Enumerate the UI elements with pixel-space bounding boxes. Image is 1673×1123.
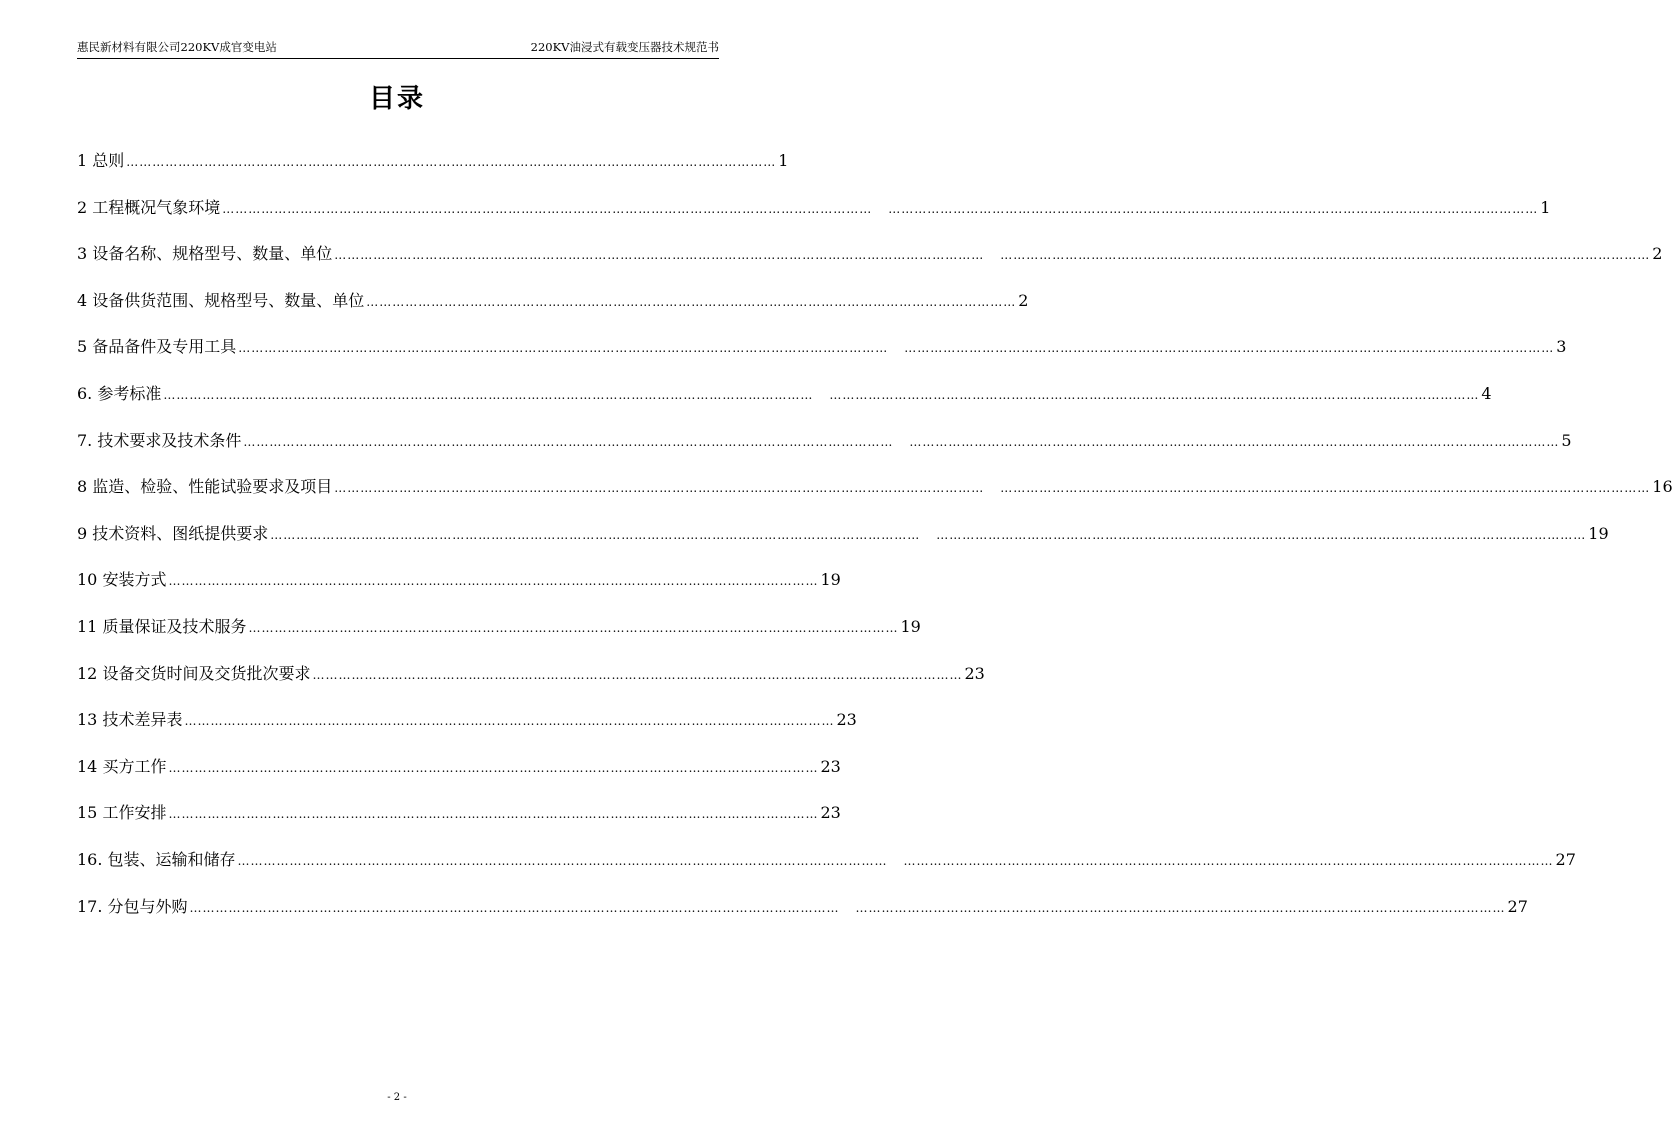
toc-entry[interactable] — [77, 288, 1029, 335]
toc-entry-label: 2 工程概况气象环境 — [77, 197, 221, 217]
toc-entry-page-number: 23 — [820, 756, 841, 776]
toc-leader-dots: …………………………………………………………………………………………………………………………………… — [222, 201, 873, 216]
toc-leader-dots: …………………………………………………………………………………………………………………………………… — [829, 387, 1480, 402]
toc-leader-dots: …………………………………………………………………………………………………………………………………… — [334, 481, 985, 496]
toc-entry[interactable] — [77, 707, 857, 754]
header-company: 惠民新材料有限公司220KV成官变电站 — [77, 40, 277, 54]
toc-entry-page-number: 23 — [964, 663, 985, 683]
toc-entry-page-number: 19 — [1588, 523, 1609, 543]
toc-leader-dots: …………………………………………………………………………………………………………………………………… — [168, 574, 819, 589]
toc-entry-label: 13 技术差异表 — [77, 710, 183, 730]
toc-leader-dots: …………………………………………………………………………………………………………………………………… — [163, 387, 814, 402]
toc-entry-label: 1 总则 — [77, 151, 125, 170]
toc-leader-dots: …………………………………………………………………………………………………………………………………… — [184, 714, 835, 729]
toc-entry[interactable] — [77, 754, 841, 801]
toc-leader-dots: …………………………………………………………………………………………………………………………………… — [888, 201, 1539, 216]
toc-entry-page-number: 23 — [820, 803, 841, 823]
toc-leader-dots: …………………………………………………………………………………………………………………………………… — [1000, 248, 1651, 263]
toc-leader-dots: …………………………………………………………………………………………………………………………………… — [126, 155, 777, 169]
toc-entry-label: 11 质量保证及技术服务 — [77, 616, 247, 636]
toc-entry[interactable] — [77, 847, 1576, 894]
toc-entry[interactable] — [77, 381, 1492, 428]
toc-leader-dots: …………………………………………………………………………………………………………………………………… — [238, 341, 889, 356]
toc-entry[interactable] — [77, 474, 1673, 521]
toc-entry-label: 14 买方工作 — [77, 756, 167, 776]
toc-entry-label: 6. 参考标准 — [77, 383, 162, 403]
toc-entry-page-number: 23 — [836, 710, 857, 730]
toc-entry[interactable] — [77, 567, 841, 614]
toc-entry-page-number: 4 — [1481, 383, 1492, 403]
toc-entry[interactable] — [77, 614, 921, 661]
toc-entry[interactable] — [77, 428, 1572, 475]
toc-title: 目录 — [368, 84, 425, 114]
toc-entry-label: 17. 分包与外购 — [77, 896, 188, 916]
page-number: - 2 - — [387, 1092, 407, 1103]
toc-leader-dots: …………………………………………………………………………………………………………………………………… — [903, 853, 1554, 868]
table-of-contents — [77, 148, 1673, 940]
toc-entry-page-number: 16 — [1652, 477, 1673, 497]
toc-leader-dots: …………………………………………………………………………………………………………………………………… — [168, 807, 819, 822]
toc-leader-dots: …………………………………………………………………………………………………………………………………… — [855, 900, 1506, 915]
toc-entry-page-number: 3 — [1556, 337, 1567, 357]
toc-entry-page-number: 5 — [1561, 430, 1572, 450]
toc-entry-page-number: 19 — [900, 616, 921, 636]
toc-entry[interactable] — [77, 800, 841, 847]
toc-entry[interactable] — [77, 241, 1663, 288]
toc-entry-label: 3 设备名称、规格型号、数量、单位 — [77, 244, 333, 264]
toc-entry[interactable] — [77, 148, 789, 195]
toc-entry-label: 15 工作安排 — [77, 803, 167, 823]
toc-entry-label: 9 技术资料、图纸提供要求 — [77, 523, 269, 543]
toc-leader-dots: …………………………………………………………………………………………………………………………………… — [248, 620, 899, 635]
toc-entry-label: 7. 技术要求及技术条件 — [77, 430, 242, 450]
toc-entry-label: 10 安装方式 — [77, 570, 167, 590]
toc-entry[interactable] — [77, 894, 1528, 941]
toc-entry-label: 5 备品备件及专用工具 — [77, 337, 237, 357]
toc-leader-dots: …………………………………………………………………………………………………………………………………… — [237, 853, 888, 868]
toc-entry[interactable] — [77, 661, 985, 708]
toc-leader-dots: …………………………………………………………………………………………………………………………………… — [936, 527, 1587, 542]
toc-entry-label: 4 设备供货范围、规格型号、数量、单位 — [77, 290, 365, 310]
toc-entry-page-number: 2 — [1652, 244, 1663, 264]
toc-leader-dots: …………………………………………………………………………………………………………………………………… — [904, 341, 1555, 356]
toc-leader-dots: …………………………………………………………………………………………………………………………………… — [312, 667, 963, 682]
toc-leader-dots: …………………………………………………………………………………………………………………………………… — [243, 434, 894, 449]
toc-entry-page-number: 19 — [820, 570, 841, 590]
toc-leader-dots: …………………………………………………………………………………………………………………………………… — [270, 527, 921, 542]
toc-entry[interactable] — [77, 195, 1551, 242]
toc-leader-dots: …………………………………………………………………………………………………………………………………… — [334, 248, 985, 263]
header-document-title: 220KV油浸式有载变压器技术规范书 — [530, 40, 719, 54]
toc-entry[interactable] — [77, 334, 1567, 381]
toc-leader-dots: …………………………………………………………………………………………………………………………………… — [909, 434, 1560, 449]
toc-leader-dots: …………………………………………………………………………………………………………………………………… — [1000, 481, 1651, 496]
toc-leader-dots: …………………………………………………………………………………………………………………………………… — [366, 294, 1017, 309]
toc-entry-page-number: 1 — [1540, 197, 1551, 217]
toc-entry-page-number: 27 — [1555, 849, 1576, 869]
toc-entry-page-number: 1 — [778, 151, 789, 170]
toc-entry-label: 16. 包装、运输和储存 — [77, 849, 236, 869]
toc-entry-page-number: 2 — [1018, 290, 1029, 310]
page-header — [77, 40, 719, 59]
toc-leader-dots: …………………………………………………………………………………………………………………………………… — [189, 900, 840, 915]
toc-entry-label: 12 设备交货时间及交货批次要求 — [77, 663, 311, 683]
toc-entry[interactable] — [77, 521, 1609, 568]
toc-entry-label: 8 监造、检验、性能试验要求及项目 — [77, 477, 333, 497]
toc-entry-page-number: 27 — [1507, 896, 1528, 916]
toc-leader-dots: …………………………………………………………………………………………………………………………………… — [168, 760, 819, 775]
